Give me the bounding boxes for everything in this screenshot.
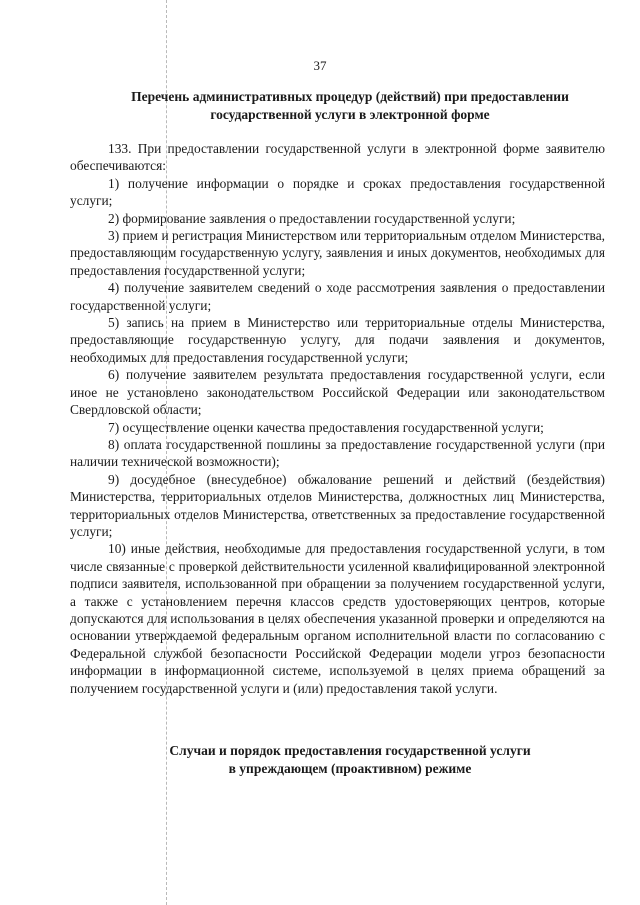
list-item-10: 10) иные действия, необходимые для предоставления государственной услуги, в том числе связанные с проверкой действительности усиленной квалифицированной электронной подписи заявителя, использованной при обращении за получением государственной услуги, а также с установлением перечня классов средств удостоверяющих центров, которые допускаются для использования в целях обеспечения указанной проверки и определяются на основании утверждаемой федеральным органом исполнительной власти по согласованию с Федеральной службой безопасности Российской Федерации модели угроз безопасности информации в информационной системе, используемой в целях приема обращений за получением государственной услуги и (или) предоставления такой услуги.: [70, 541, 605, 696]
list-item-9: 9) досудебное (внесудебное) обжалование решений и действий (бездействия) Министерства, территориальных отделов Министерства, должностных лиц Министерства, территориальных отделов Министерства, ответственных за предоставление государственной услуги;: [70, 471, 605, 539]
page-number: 37: [313, 58, 327, 73]
list-item-3: 3) прием и регистрация Министерством или территориальным отделом Министерства, предоставляющим государственную услугу, заявления и иных документов, необходимых для предоставления государственной услуги;: [70, 228, 605, 278]
list-item-6: 6) получение заявителем результата предоставления государственной услуги, если иное не установлено законодательством Российской Федерации или законодательством Свердловской области;: [70, 367, 605, 418]
heading-line: Перечень административных процедур (действий) при предоставлении: [131, 89, 569, 104]
paragraph-133-intro: 133. При предоставлении государственной услуги в электронной форме заявителю обеспечиваются:: [70, 141, 605, 174]
heading-line: государственной услуги в электронной форме: [210, 107, 490, 122]
section-heading-proactive-mode: [80, 742, 620, 778]
list-item-1: 1) получение информации о порядке и сроках предоставления государственной услуги;: [70, 175, 605, 209]
list-item-8: 8) оплата государственной пошлины за предоставление государственной услуги (при наличии технической возможности);: [70, 436, 605, 470]
list-item-4: 4) получение заявителем сведений о ходе рассмотрения заявления о предоставлении государственной услуги;: [70, 280, 605, 313]
heading-line: Случаи и порядок предоставления государственной услуги: [169, 743, 531, 758]
list-item-2: 2) формирование заявления о предоставлении государственной услуги;: [108, 210, 516, 226]
section-heading-electronic-procedures: [80, 88, 620, 124]
list-item-5: 5) запись на прием в Министерство или территориальные отделы Министерства, предоставляющие государственную услугу, для подачи заявления и документов, необходимых для предоставления государственной услуги;: [70, 315, 605, 365]
heading-line: в упреждающем (проактивном) режиме: [228, 761, 472, 776]
document-body: [70, 140, 605, 697]
list-item-7: 7) осуществление оценки качества предоставления государственной услуги;: [108, 419, 544, 435]
